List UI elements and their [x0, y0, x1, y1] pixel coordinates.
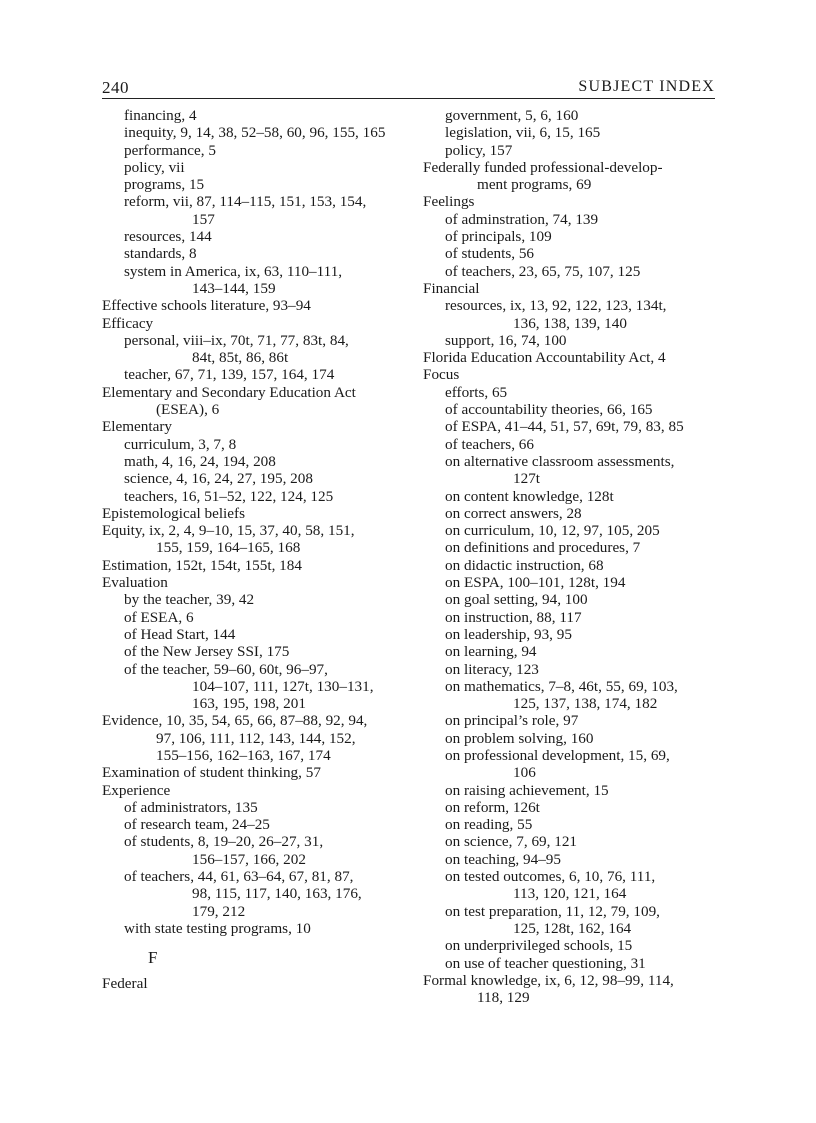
- index-subentry: [423, 297, 723, 332]
- index-entry-continuation: 127t: [513, 470, 541, 488]
- index-entry-text: on didactic instruction, 68: [445, 556, 604, 574]
- index-entry-text: reform, vii, 87, 114–115, 151, 153, 154,: [124, 193, 367, 211]
- index-heading: [102, 557, 402, 574]
- index-entry-text: programs, 15: [124, 176, 205, 194]
- index-entry-continuation: 125, 137, 138, 174, 182: [513, 695, 658, 713]
- index-entry-text: on mathematics, 7–8, 46t, 55, 69, 103,: [445, 677, 678, 695]
- index-entry-continuation: 125, 128t, 162, 164: [513, 919, 632, 937]
- index-entry-text: Formal knowledge, ix, 6, 12, 98–99, 114,: [423, 971, 674, 989]
- index-entry-text: on ESPA, 100–101, 128t, 194: [445, 574, 626, 592]
- index-entry-text: resources, ix, 13, 92, 122, 123, 134t,: [445, 297, 667, 315]
- index-heading: [102, 418, 402, 435]
- index-subentry: [423, 609, 723, 626]
- index-entry-text: Elementary and Secondary Education Act: [102, 383, 356, 401]
- index-entry-continuation: 163, 195, 198, 201: [192, 695, 306, 713]
- index-entry-text: financing, 4: [124, 107, 197, 124]
- index-entry-text: on underprivileged schools, 15: [445, 937, 633, 955]
- index-entry-text: on content knowledge, 128t: [445, 487, 614, 505]
- index-subentry: [423, 799, 723, 816]
- index-subentry: [423, 505, 723, 522]
- index-entry-text: on tested outcomes, 6, 10, 76, 111,: [445, 868, 656, 886]
- index-entry-continuation: 179, 212: [192, 902, 246, 920]
- index-heading: [423, 159, 723, 194]
- index-entry-text: of administrators, 135: [124, 798, 258, 816]
- index-entry-text: of ESPA, 41–44, 51, 57, 69t, 79, 83, 85: [445, 418, 684, 436]
- index-subentry: [423, 245, 723, 262]
- index-entry-text: Experience: [102, 781, 171, 799]
- index-subentry: [102, 159, 402, 176]
- index-subentry: [423, 539, 723, 556]
- index-entry-continuation: (ESEA), 6: [156, 401, 220, 419]
- index-subentry: [102, 609, 402, 626]
- index-subentry: [102, 591, 402, 608]
- index-subentry: [423, 574, 723, 591]
- index-entry-text: on definitions and procedures, 7: [445, 539, 641, 557]
- index-heading: [102, 782, 402, 799]
- index-entry-continuation: 98, 115, 117, 140, 163, 176,: [192, 885, 362, 903]
- index-entry-text: on reading, 55: [445, 816, 533, 834]
- index-entry-text: of accountability theories, 66, 165: [445, 401, 653, 419]
- index-subentry: [423, 937, 723, 954]
- index-heading: [423, 193, 723, 210]
- index-entry-text: Elementary: [102, 418, 172, 436]
- index-entry-text: inequity, 9, 14, 38, 52–58, 60, 96, 155, 165: [124, 124, 386, 142]
- index-entry-text: of the New Jersey SSI, 175: [124, 643, 290, 661]
- index-subentry: [102, 816, 402, 833]
- index-entry-text: Financial: [423, 279, 480, 297]
- index-heading: [102, 522, 402, 557]
- section-letter: F: [148, 948, 158, 968]
- index-entry-continuation: 113, 120, 121, 164: [513, 885, 627, 903]
- index-entry-text: with state testing programs, 10: [124, 919, 311, 937]
- index-heading: [102, 505, 402, 522]
- index-entry-text: on instruction, 88, 117: [445, 608, 582, 626]
- index-entry-text: on goal setting, 94, 100: [445, 591, 588, 609]
- index-subentry: [423, 816, 723, 833]
- index-entry-continuation: ment programs, 69: [477, 176, 592, 194]
- index-entry-text: on reform, 126t: [445, 798, 540, 816]
- index-subentry: [423, 955, 723, 972]
- index-subentry: [423, 661, 723, 678]
- index-subentry: [423, 557, 723, 574]
- index-subentry: [423, 712, 723, 729]
- index-entry-text: on learning, 94: [445, 643, 537, 661]
- index-entry-text: system in America, ix, 63, 110–111,: [124, 262, 343, 280]
- index-subentry: [423, 211, 723, 228]
- index-subentry: [102, 833, 402, 868]
- index-subentry: [102, 228, 402, 245]
- index-entry-text: of teachers, 44, 61, 63–64, 67, 81, 87,: [124, 868, 354, 886]
- index-subentry: [423, 730, 723, 747]
- index-entry-text: on problem solving, 160: [445, 729, 594, 747]
- index-entry-text: of students, 56: [445, 245, 535, 263]
- index-entry-text: of teachers, 23, 65, 75, 107, 125: [445, 262, 641, 280]
- index-subentry: [102, 263, 402, 298]
- index-subentry: [102, 661, 402, 713]
- page-number: 240: [102, 78, 129, 97]
- index-entry-text: Estimation, 152t, 154t, 155t, 184: [102, 556, 302, 574]
- index-entry-continuation: 157: [192, 210, 215, 228]
- index-column-right: [423, 107, 723, 1006]
- index-heading: [423, 972, 723, 1007]
- index-subentry: [423, 747, 723, 782]
- index-subentry: [102, 107, 402, 124]
- index-heading: [102, 384, 402, 419]
- index-subentry: [423, 903, 723, 938]
- index-entry-text: curriculum, 3, 7, 8: [124, 435, 237, 453]
- index-subentry: [423, 782, 723, 799]
- index-subentry: [423, 453, 723, 488]
- index-entry-text: on leadership, 93, 95: [445, 625, 572, 643]
- index-subentry: [423, 142, 723, 159]
- index-entry-text: resources, 144: [124, 228, 212, 246]
- index-subentry: [423, 107, 723, 124]
- index-subentry: [102, 453, 402, 470]
- running-head-title: SUBJECT INDEX: [578, 78, 715, 95]
- index-subentry: [423, 626, 723, 643]
- index-entry-text: on literacy, 123: [445, 660, 539, 678]
- index-entry-text: of ESEA, 6: [124, 608, 194, 626]
- index-entry-text: Evaluation: [102, 574, 168, 592]
- index-entry-text: science, 4, 16, 24, 27, 195, 208: [124, 470, 313, 488]
- index-entry-text: math, 4, 16, 24, 194, 208: [124, 452, 276, 470]
- index-entry-text: by the teacher, 39, 42: [124, 591, 255, 609]
- index-heading: [102, 712, 402, 764]
- index-entry-text: support, 16, 74, 100: [445, 331, 567, 349]
- index-subentry: [102, 920, 402, 937]
- index-entry-text: personal, viii–ix, 70t, 71, 77, 83t, 84,: [124, 331, 349, 349]
- index-subentry: [423, 591, 723, 608]
- index-subentry: [102, 470, 402, 487]
- index-entry-text: of the teacher, 59–60, 60t, 96–97,: [124, 660, 328, 678]
- index-subentry: [423, 228, 723, 245]
- index-entry-continuation: 104–107, 111, 127t, 130–131,: [192, 677, 374, 695]
- index-subentry: [423, 833, 723, 850]
- index-heading: [423, 349, 723, 366]
- index-entry-continuation: 118, 129: [477, 989, 530, 1007]
- index-entry-text: on test preparation, 11, 12, 79, 109,: [445, 902, 660, 920]
- index-entry-text: on principal’s role, 97: [445, 712, 579, 730]
- index-entry-text: teachers, 16, 51–52, 122, 124, 125: [124, 487, 334, 505]
- index-entry-continuation: 143–144, 159: [192, 279, 276, 297]
- index-entry-text: of teachers, 66: [445, 435, 534, 453]
- index-entry-text: efforts, 65: [445, 383, 508, 401]
- index-subentry: [102, 193, 402, 228]
- index-entry-continuation: 156–157, 166, 202: [192, 850, 306, 868]
- index-entry-text: of research team, 24–25: [124, 816, 270, 834]
- index-entry-text: teacher, 67, 71, 139, 157, 164, 174: [124, 366, 335, 384]
- index-subentry: [423, 332, 723, 349]
- index-entry-continuation: 97, 106, 111, 112, 143, 144, 152,: [156, 729, 356, 747]
- index-column-left: [102, 107, 402, 993]
- index-entry-text: standards, 8: [124, 245, 197, 263]
- index-subentry: [423, 868, 723, 903]
- index-subentry: [102, 124, 402, 141]
- index-subentry: [102, 488, 402, 505]
- index-entry-text: of students, 8, 19–20, 26–27, 31,: [124, 833, 324, 851]
- index-heading: [102, 764, 402, 781]
- index-subentry: [102, 626, 402, 643]
- index-entry-text: of principals, 109: [445, 228, 552, 246]
- index-entry-text: Florida Education Accountability Act, 4: [423, 349, 666, 367]
- index-subentry: [423, 678, 723, 713]
- index-heading: [102, 297, 402, 314]
- index-entry-continuation: 84t, 85t, 86, 86t: [192, 349, 289, 367]
- index-entry-text: Examination of student thinking, 57: [102, 764, 321, 782]
- index-entry-continuation: 155, 159, 164–165, 168: [156, 539, 301, 557]
- index-entry-text: Federal: [102, 975, 148, 993]
- index-subentry: [102, 366, 402, 383]
- index-entry-text: on correct answers, 28: [445, 504, 582, 522]
- index-entry-text: Evidence, 10, 35, 54, 65, 66, 87–88, 92, 94,: [102, 712, 368, 730]
- index-heading: [423, 366, 723, 383]
- index-entry-text: of Head Start, 144: [124, 625, 236, 643]
- index-entry-text: Efficacy: [102, 314, 154, 332]
- index-entry-text: government, 5, 6, 160: [445, 107, 579, 124]
- index-subentry: [423, 401, 723, 418]
- index-entry-text: on science, 7, 69, 121: [445, 833, 578, 851]
- index-subentry: [423, 124, 723, 141]
- index-entry-text: Equity, ix, 2, 4, 9–10, 15, 37, 40, 58, 151,: [102, 522, 355, 540]
- index-entry-continuation: 106: [513, 764, 536, 782]
- index-entry-text: on alternative classroom assessments,: [445, 452, 675, 470]
- running-header: [102, 76, 715, 99]
- index-entry-text: Effective schools literature, 93–94: [102, 297, 311, 315]
- index-subentry: [423, 488, 723, 505]
- index-entry-text: Focus: [423, 366, 460, 384]
- index-heading: [102, 315, 402, 332]
- index-subentry: [423, 851, 723, 868]
- index-entry-text: Feelings: [423, 193, 475, 211]
- index-heading: [102, 574, 402, 591]
- index-subentry: [102, 332, 402, 367]
- index-subentry: [423, 418, 723, 435]
- index-subentry: [423, 522, 723, 539]
- index-subentry: [102, 799, 402, 816]
- index-heading: [102, 975, 402, 992]
- index-entry-continuation: 155–156, 162–163, 167, 174: [156, 746, 331, 764]
- index-subentry: [423, 263, 723, 280]
- index-entry-text: Federally funded professional-develop-: [423, 158, 663, 176]
- index-entry-text: performance, 5: [124, 141, 216, 159]
- index-subentry: [102, 643, 402, 660]
- index-entry-text: policy, vii: [124, 158, 185, 176]
- index-entry-text: legislation, vii, 6, 15, 165: [445, 124, 601, 142]
- index-entry-text: on use of teacher questioning, 31: [445, 954, 646, 972]
- index-entry-text: on curriculum, 10, 12, 97, 105, 205: [445, 522, 660, 540]
- index-entry-text: on professional development, 15, 69,: [445, 746, 670, 764]
- index-entry-text: policy, 157: [445, 141, 513, 159]
- index-heading: [423, 280, 723, 297]
- index-entry-text: Epistemological beliefs: [102, 504, 245, 522]
- index-subentry: [423, 436, 723, 453]
- index-subentry: [102, 245, 402, 262]
- index-subentry: [102, 176, 402, 193]
- index-entry-text: of adminstration, 74, 139: [445, 210, 599, 228]
- index-entry-text: on teaching, 94–95: [445, 850, 561, 868]
- index-entry-text: on raising achievement, 15: [445, 781, 609, 799]
- index-subentry: [423, 384, 723, 401]
- index-subentry: [102, 436, 402, 453]
- index-entry-continuation: 136, 138, 139, 140: [513, 314, 627, 332]
- index-subentry: [423, 643, 723, 660]
- index-subentry: [102, 142, 402, 159]
- index-subentry: [102, 868, 402, 920]
